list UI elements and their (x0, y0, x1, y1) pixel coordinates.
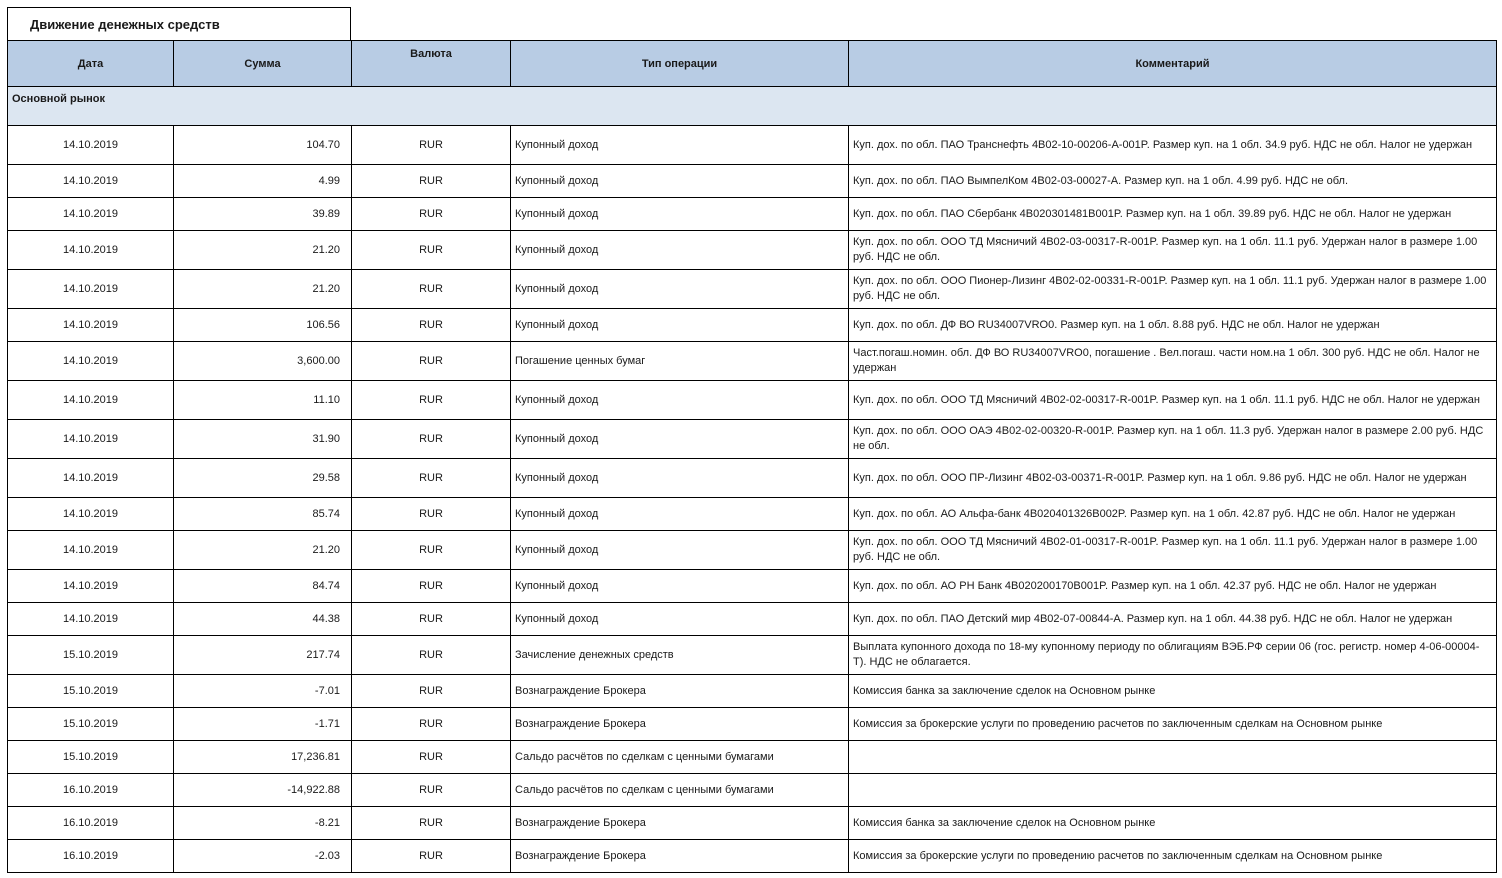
row-currency: RUR (352, 636, 511, 675)
row-comment (849, 774, 1497, 807)
row-comment: Куп. дох. по обл. ООО Пионер-Лизинг 4B02-02-00331-R-001P. Размер куп. на 1 обл. 11.1 руб. Удержан налог в размере 1.00 руб. НДС не обл. (849, 270, 1497, 309)
row-type: Зачисление денежных средств (511, 636, 849, 675)
row-sum: -2.03 (174, 840, 352, 873)
row-currency: RUR (352, 774, 511, 807)
table-row (8, 270, 1497, 309)
row-currency: RUR (352, 603, 511, 636)
row-date: 14.10.2019 (8, 231, 174, 270)
row-currency: RUR (352, 309, 511, 342)
row-type: Погашение ценных бумаг (511, 342, 849, 381)
row-sum: -1.71 (174, 708, 352, 741)
row-type: Вознаграждение Брокера (511, 675, 849, 708)
table-row (8, 570, 1497, 603)
row-type: Сальдо расчётов по сделкам с ценными бумагами (511, 741, 849, 774)
row-comment: Куп. дох. по обл. ООО ТД Мясничий 4B02-01-00317-R-001P. Размер куп. на 1 обл. 11.1 руб. Удержан налог в размере 1.00 руб. НДС не обл. (849, 531, 1497, 570)
row-date: 14.10.2019 (8, 342, 174, 381)
header-currency: Валюта (352, 41, 511, 87)
row-comment: Куп. дох. по обл. АО РН Банк 4B020200170B001P. Размер куп. на 1 обл. 42.37 руб. НДС не обл. Налог не удержан (849, 570, 1497, 603)
table-row (8, 381, 1497, 420)
row-date: 15.10.2019 (8, 636, 174, 675)
table-row (8, 531, 1497, 570)
row-date: 14.10.2019 (8, 603, 174, 636)
row-currency: RUR (352, 231, 511, 270)
table-row (8, 603, 1497, 636)
row-currency: RUR (352, 741, 511, 774)
row-sum: 44.38 (174, 603, 352, 636)
row-comment: Куп. дох. по обл. ПАО Транснефть 4B02-10-00206-A-001P. Размер куп. на 1 обл. 34.9 руб. НДС не обл. Налог не удержан (849, 126, 1497, 165)
row-sum: 85.74 (174, 498, 352, 531)
table-row (8, 636, 1497, 675)
row-type: Вознаграждение Брокера (511, 840, 849, 873)
row-comment: Куп. дох. по обл. ДФ ВО RU34007VRO0. Размер куп. на 1 обл. 8.88 руб. НДС не обл. Налог не удержан (849, 309, 1497, 342)
row-currency: RUR (352, 498, 511, 531)
row-date: 14.10.2019 (8, 309, 174, 342)
header-date: Дата (8, 41, 174, 87)
row-date: 15.10.2019 (8, 741, 174, 774)
table-row (8, 198, 1497, 231)
row-currency: RUR (352, 270, 511, 309)
row-type: Сальдо расчётов по сделкам с ценными бумагами (511, 774, 849, 807)
header-row (8, 41, 1497, 87)
row-date: 14.10.2019 (8, 165, 174, 198)
row-currency: RUR (352, 840, 511, 873)
row-type: Купонный доход (511, 165, 849, 198)
row-date: 16.10.2019 (8, 774, 174, 807)
row-date: 14.10.2019 (8, 126, 174, 165)
table-row (8, 231, 1497, 270)
row-currency: RUR (352, 165, 511, 198)
row-sum: 21.20 (174, 270, 352, 309)
table-row (8, 420, 1497, 459)
row-comment: Куп. дох. по обл. АО Альфа-банк 4B020401326B002P. Размер куп. на 1 обл. 42.87 руб. НДС не обл. Налог не удержан (849, 498, 1497, 531)
cash-flow-table (7, 40, 1497, 873)
row-type: Вознаграждение Брокера (511, 807, 849, 840)
table-row (8, 126, 1497, 165)
header-sum: Сумма (174, 41, 352, 87)
row-type: Купонный доход (511, 420, 849, 459)
row-type: Купонный доход (511, 531, 849, 570)
row-sum: 217.74 (174, 636, 352, 675)
row-type: Купонный доход (511, 459, 849, 498)
row-currency: RUR (352, 708, 511, 741)
row-date: 14.10.2019 (8, 270, 174, 309)
row-sum: 106.56 (174, 309, 352, 342)
row-comment: Комиссия банка за заключение сделок на Основном рынке (849, 675, 1497, 708)
row-date: 14.10.2019 (8, 198, 174, 231)
row-date: 14.10.2019 (8, 531, 174, 570)
report-title: Движение денежных средств (7, 7, 351, 40)
table-row (8, 342, 1497, 381)
row-sum: -7.01 (174, 675, 352, 708)
row-type: Купонный доход (511, 603, 849, 636)
row-type: Купонный доход (511, 570, 849, 603)
row-type: Купонный доход (511, 498, 849, 531)
row-sum: 39.89 (174, 198, 352, 231)
row-comment: Куп. дох. по обл. ООО ОАЭ 4B02-02-00320-R-001P. Размер куп. на 1 обл. 11.3 руб. Удержан налог в размере 2.00 руб. НДС не обл. (849, 420, 1497, 459)
table-row (8, 741, 1497, 774)
row-comment: Куп. дох. по обл. ПАО ВымпелКом 4B02-03-00027-A. Размер куп. на 1 обл. 4.99 руб. НДС не обл. (849, 165, 1497, 198)
row-currency: RUR (352, 675, 511, 708)
row-type: Купонный доход (511, 198, 849, 231)
row-type: Вознаграждение Брокера (511, 708, 849, 741)
row-date: 15.10.2019 (8, 675, 174, 708)
row-type: Купонный доход (511, 309, 849, 342)
row-comment: Комиссия за брокерские услуги по проведению расчетов по заключенным сделкам на Основном рынке (849, 840, 1497, 873)
row-currency: RUR (352, 807, 511, 840)
row-comment: Комиссия за брокерские услуги по проведению расчетов по заключенным сделкам на Основном рынке (849, 708, 1497, 741)
table-row (8, 774, 1497, 807)
header-type: Тип операции (511, 41, 849, 87)
row-type: Купонный доход (511, 381, 849, 420)
row-date: 15.10.2019 (8, 708, 174, 741)
row-date: 14.10.2019 (8, 570, 174, 603)
table-row (8, 309, 1497, 342)
row-date: 16.10.2019 (8, 807, 174, 840)
row-currency: RUR (352, 198, 511, 231)
row-sum: -14,922.88 (174, 774, 352, 807)
row-date: 14.10.2019 (8, 459, 174, 498)
row-type: Купонный доход (511, 126, 849, 165)
row-date: 14.10.2019 (8, 420, 174, 459)
row-comment: Комиссия банка за заключение сделок на Основном рынке (849, 807, 1497, 840)
row-sum: 21.20 (174, 231, 352, 270)
row-currency: RUR (352, 381, 511, 420)
row-sum: 4.99 (174, 165, 352, 198)
row-currency: RUR (352, 459, 511, 498)
section-row (8, 87, 1497, 126)
table-row (8, 840, 1497, 873)
row-sum: 11.10 (174, 381, 352, 420)
row-comment (849, 741, 1497, 774)
table-row (8, 459, 1497, 498)
row-sum: 31.90 (174, 420, 352, 459)
row-date: 14.10.2019 (8, 498, 174, 531)
row-currency: RUR (352, 126, 511, 165)
row-sum: 84.74 (174, 570, 352, 603)
table-row (8, 675, 1497, 708)
header-comment: Комментарий (849, 41, 1497, 87)
row-currency: RUR (352, 570, 511, 603)
row-comment: Куп. дох. по обл. ООО ПР-Лизинг 4B02-03-00371-R-001P. Размер куп. на 1 обл. 9.86 руб. НДС не обл. Налог не удержан (849, 459, 1497, 498)
row-sum: 104.70 (174, 126, 352, 165)
row-sum: 17,236.81 (174, 741, 352, 774)
row-type: Купонный доход (511, 231, 849, 270)
row-type: Купонный доход (511, 270, 849, 309)
row-comment: Куп. дох. по обл. ПАО Детский мир 4B02-07-00844-A. Размер куп. на 1 обл. 44.38 руб. НДС не обл. Налог не удержан (849, 603, 1497, 636)
table-row (8, 708, 1497, 741)
table-row (8, 165, 1497, 198)
row-date: 14.10.2019 (8, 381, 174, 420)
row-comment: Куп. дох. по обл. ООО ТД Мясничий 4B02-02-00317-R-001P. Размер куп. на 1 обл. 11.1 руб. НДС не обл. Налог не удержан (849, 381, 1497, 420)
row-comment: Част.погаш.номин. обл. ДФ ВО RU34007VRO0, погашение . Вел.погаш. части ном.на 1 обл. 300 руб. НДС не обл. Налог не удержан (849, 342, 1497, 381)
row-comment: Куп. дох. по обл. ООО ТД Мясничий 4B02-03-00317-R-001P. Размер куп. на 1 обл. 11.1 руб. Удержан налог в размере 1.00 руб. НДС не обл. (849, 231, 1497, 270)
row-date: 16.10.2019 (8, 840, 174, 873)
row-currency: RUR (352, 342, 511, 381)
row-sum: 29.58 (174, 459, 352, 498)
row-currency: RUR (352, 420, 511, 459)
row-comment: Куп. дох. по обл. ПАО Сбербанк 4B020301481B001P. Размер куп. на 1 обл. 39.89 руб. НДС не обл. Налог не удержан (849, 198, 1497, 231)
row-sum: 21.20 (174, 531, 352, 570)
row-sum: -8.21 (174, 807, 352, 840)
table-row (8, 498, 1497, 531)
table-row (8, 807, 1497, 840)
row-currency: RUR (352, 531, 511, 570)
row-comment: Выплата купонного дохода по 18-му купонному периоду по облигациям ВЭБ.РФ серии 06 (гос. регистр. номер 4-06-00004-T). НДС не облагается. (849, 636, 1497, 675)
row-sum: 3,600.00 (174, 342, 352, 381)
section-title: Основной рынок (8, 87, 1497, 126)
